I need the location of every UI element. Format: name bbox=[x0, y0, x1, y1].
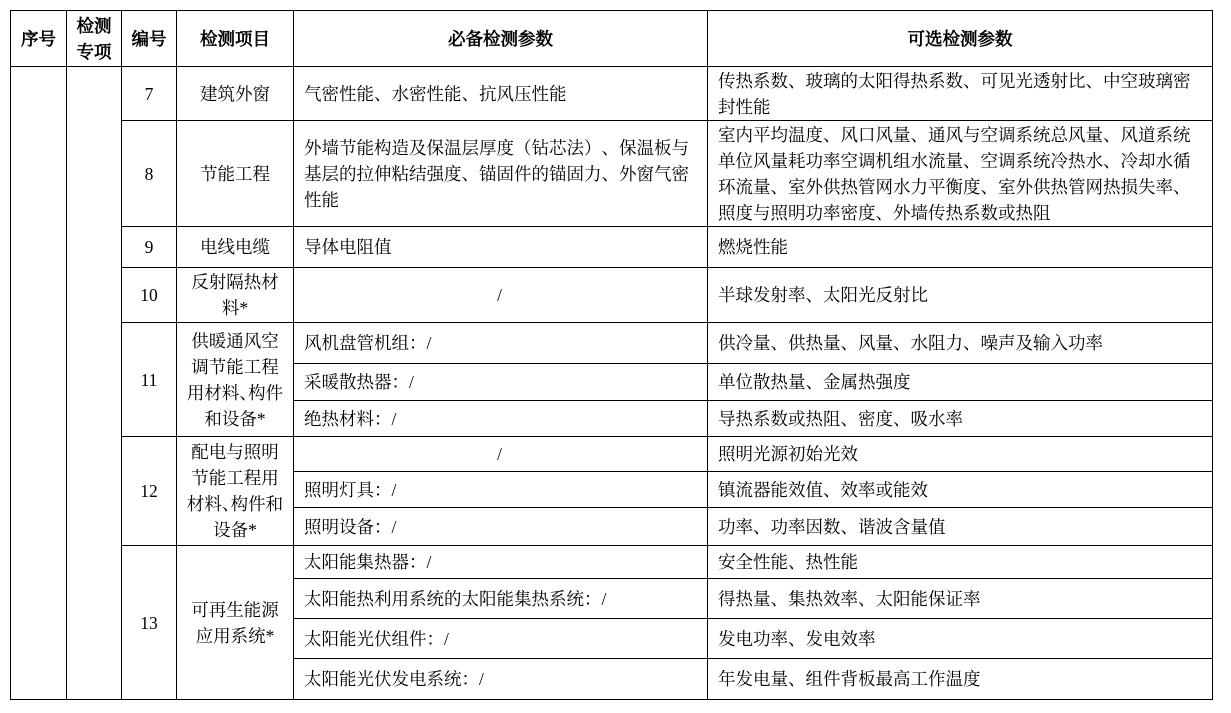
test-item-cell: 反射隔热材料* bbox=[177, 268, 294, 323]
row-number-cell: 7 bbox=[122, 67, 177, 121]
row-number-cell: 12 bbox=[122, 437, 177, 546]
required-params-cell: / bbox=[294, 268, 708, 323]
category-column-cell bbox=[67, 67, 122, 700]
required-params-cell: 绝热材料：/ bbox=[294, 401, 708, 437]
table-row bbox=[11, 268, 1213, 323]
test-item-cell: 电线电缆 bbox=[177, 227, 294, 268]
table-header-row bbox=[11, 11, 1213, 67]
seq-column-cell bbox=[11, 67, 67, 700]
required-params-cell: 采暖散热器：/ bbox=[294, 364, 708, 401]
header-test-item: 检测项目 bbox=[177, 11, 294, 67]
table-row bbox=[11, 67, 1213, 121]
header-seq: 序号 bbox=[11, 11, 67, 67]
optional-params-cell: 发电功率、发电效率 bbox=[708, 619, 1213, 659]
required-params-cell: 太阳能光伏组件：/ bbox=[294, 619, 708, 659]
required-params-cell: 外墙节能构造及保温层厚度（钻芯法）、保温板与基层的拉伸粘结强度、锚固件的锚固力、外窗气密性能 bbox=[294, 121, 708, 227]
required-params-cell: 导体电阻值 bbox=[294, 227, 708, 268]
row-number-cell: 10 bbox=[122, 268, 177, 323]
required-params-cell: 太阳能光伏发电系统：/ bbox=[294, 659, 708, 700]
header-category: 检测专项 bbox=[67, 11, 122, 67]
detection-parameters-table bbox=[10, 10, 1213, 700]
required-params-cell: 太阳能集热器：/ bbox=[294, 546, 708, 579]
table-row bbox=[11, 227, 1213, 268]
header-required-params: 必备检测参数 bbox=[294, 11, 708, 67]
test-item-cell: 建筑外窗 bbox=[177, 67, 294, 121]
test-item-cell: 供暖通风空调节能工程用材料、构件和设备* bbox=[177, 323, 294, 437]
table-row bbox=[11, 546, 1213, 579]
optional-params-cell: 年发电量、组件背板最高工作温度 bbox=[708, 659, 1213, 700]
optional-params-cell: 燃烧性能 bbox=[708, 227, 1213, 268]
header-number: 编号 bbox=[122, 11, 177, 67]
row-number-cell: 11 bbox=[122, 323, 177, 437]
required-params-cell: 照明设备：/ bbox=[294, 508, 708, 546]
required-params-cell: 气密性能、水密性能、抗风压性能 bbox=[294, 67, 708, 121]
optional-params-cell: 单位散热量、金属热强度 bbox=[708, 364, 1213, 401]
test-item-cell: 配电与照明节能工程用材料、构件和设备* bbox=[177, 437, 294, 546]
optional-params-cell: 镇流器能效值、效率或能效 bbox=[708, 472, 1213, 508]
table-row bbox=[11, 121, 1213, 227]
optional-params-cell: 传热系数、玻璃的太阳得热系数、可见光透射比、中空玻璃密封性能 bbox=[708, 67, 1213, 121]
test-item-cell: 节能工程 bbox=[177, 121, 294, 227]
optional-params-cell: 供冷量、供热量、风量、水阻力、噪声及输入功率 bbox=[708, 323, 1213, 364]
optional-params-cell: 室内平均温度、风口风量、通风与空调系统总风量、风道系统单位风量耗功率空调机组水流量、空调系统冷热水、冷却水循环流量、室外供热管网水力平衡度、室外供热管网热损失率、照度与照明功率密度、外墙传热系数或热阻 bbox=[708, 121, 1213, 227]
optional-params-cell: 安全性能、热性能 bbox=[708, 546, 1213, 579]
row-number-cell: 9 bbox=[122, 227, 177, 268]
required-params-cell: 照明灯具：/ bbox=[294, 472, 708, 508]
required-params-cell: 风机盘管机组：/ bbox=[294, 323, 708, 364]
header-optional-params: 可选检测参数 bbox=[708, 11, 1213, 67]
row-number-cell: 13 bbox=[122, 546, 177, 700]
required-params-cell: 太阳能热利用系统的太阳能集热系统：/ bbox=[294, 579, 708, 619]
table-row bbox=[11, 323, 1213, 364]
row-number-cell: 8 bbox=[122, 121, 177, 227]
optional-params-cell: 照明光源初始光效 bbox=[708, 437, 1213, 472]
table-row bbox=[11, 437, 1213, 472]
test-item-cell: 可再生能源应用系统* bbox=[177, 546, 294, 700]
optional-params-cell: 得热量、集热效率、太阳能保证率 bbox=[708, 579, 1213, 619]
optional-params-cell: 半球发射率、太阳光反射比 bbox=[708, 268, 1213, 323]
required-params-cell: / bbox=[294, 437, 708, 472]
optional-params-cell: 导热系数或热阻、密度、吸水率 bbox=[708, 401, 1213, 437]
optional-params-cell: 功率、功率因数、谐波含量值 bbox=[708, 508, 1213, 546]
